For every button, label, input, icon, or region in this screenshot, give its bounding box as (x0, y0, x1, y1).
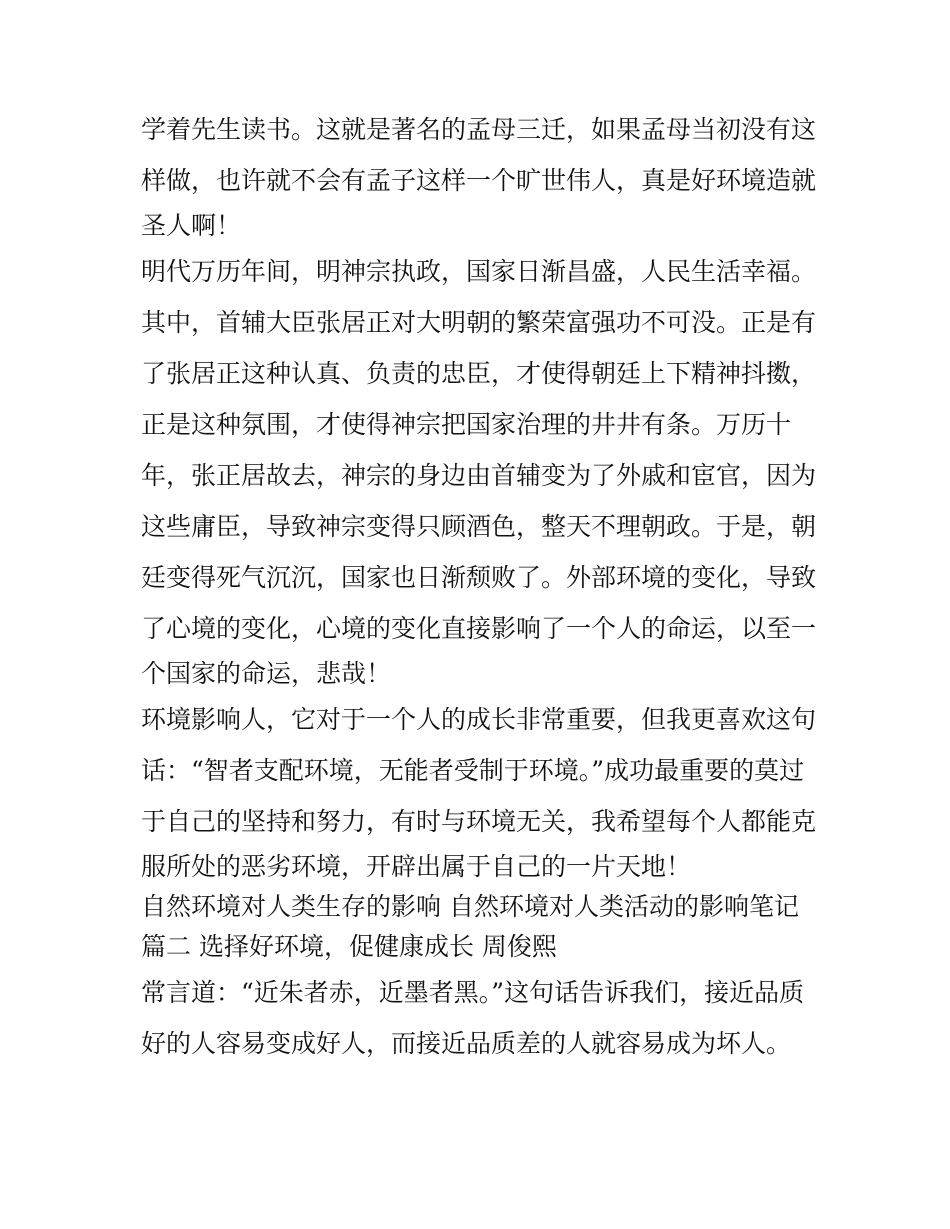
text-line: 话：“智者支配环境，无能者受制于环境。”成功最重要的莫过 (141, 756, 805, 785)
text-line: 个国家的命运，悲哉！ (141, 659, 392, 688)
text-line: 服所处的恶劣环境，开辟出属于自己的一片天地！ (141, 852, 692, 881)
text-line: 了张居正这种认真、负责的忠臣，才使得朝廷上下精神抖擞， (141, 359, 817, 388)
text-line: 于自己的坚持和努力，有时与环境无关，我希望每个人都能克 (141, 807, 817, 836)
text-line: 环境影响人，它对于一个人的成长非常重要，但我更喜欢这句 (141, 705, 817, 734)
text-line: 年，张正居故去，神宗的身边由首辅变为了外戚和宦官，因为 (141, 461, 817, 490)
text-line: 了心境的变化，心境的变化直接影响了一个人的命运，以至一 (141, 614, 817, 643)
text-line: 常言道：“近朱者赤，近墨者黑。”这句话告诉我们，接近品质 (141, 978, 805, 1007)
text-line: 学着先生读书。这就是著名的孟母三迁，如果孟母当初没有这 (141, 115, 817, 144)
text-line: 篇二 选择好环境，促健康成长 周俊熙 (141, 932, 557, 961)
text-line: 其中，首辅大臣张居正对大明朝的繁荣富强功不可没。正是有 (141, 308, 817, 337)
text-line: 圣人啊！ (141, 211, 242, 240)
text-line: 这些庸臣，导致神宗变得只顾酒色，整天不理朝政。于是，朝 (141, 512, 817, 541)
text-line: 廷变得死气沉沉，国家也日渐颓败了。外部环境的变化，导致 (141, 563, 817, 592)
text-line: 明代万历年间，明神宗执政，国家日渐昌盛，人民生活幸福。 (141, 257, 817, 286)
text-line: 好的人容易变成好人，而接近品质差的人就容易成为坏人。 (141, 1029, 792, 1058)
text-line: 自然环境对人类生存的影响 自然环境对人类活动的影响笔记 (141, 892, 799, 921)
document-body (141, 104, 821, 1069)
text-line: 正是这种氛围，才使得神宗把国家治理的井井有条。万历十 (141, 410, 792, 439)
text-line: 样做，也许就不会有孟子这样一个旷世伟人，真是好环境造就 (141, 166, 817, 195)
